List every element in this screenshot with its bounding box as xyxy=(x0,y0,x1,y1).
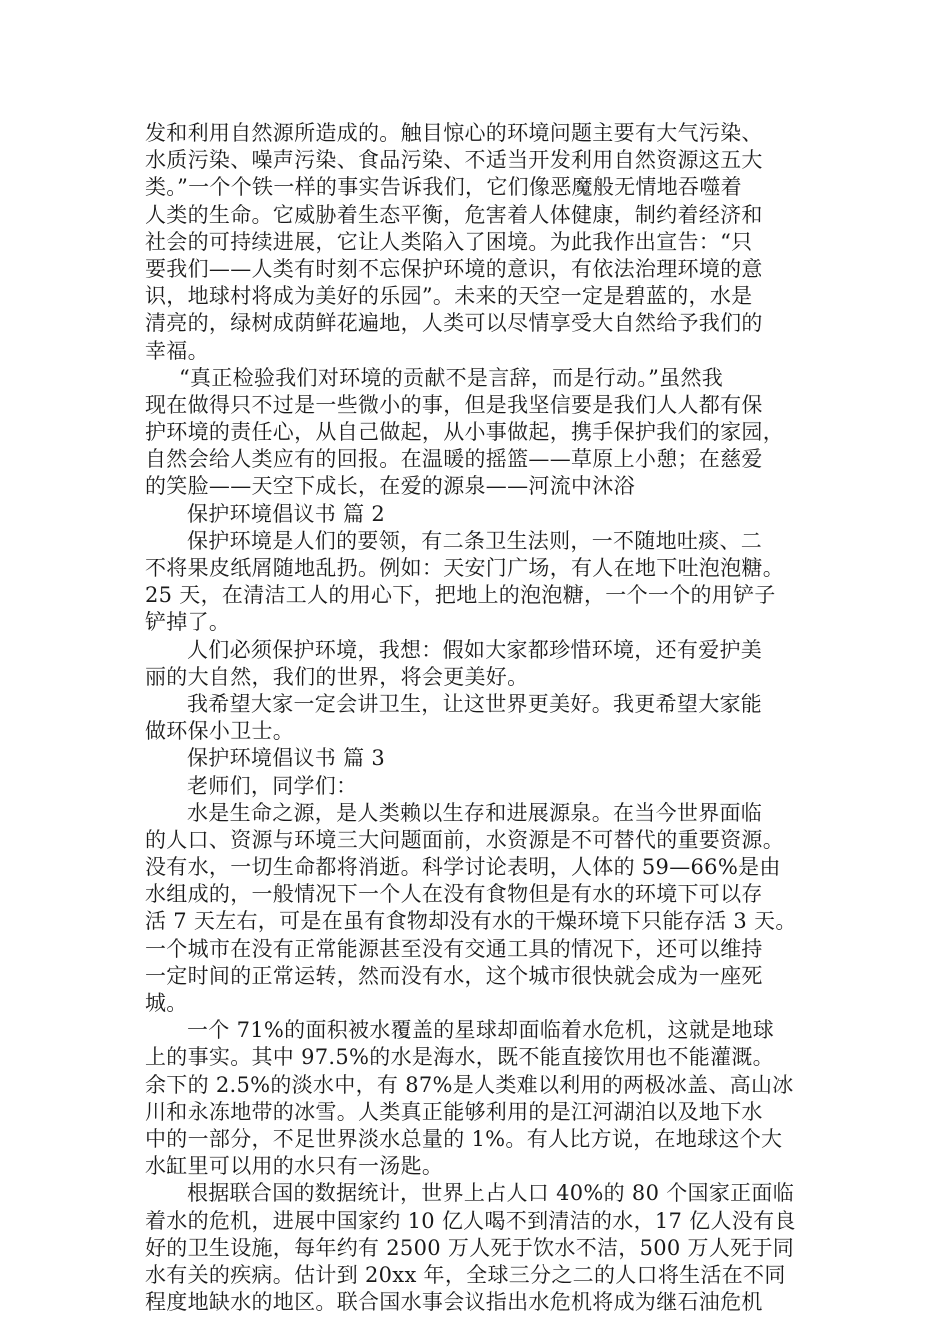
text-line: 我希望大家一定会讲卫生，让这世界更美好。我更希望大家能 xyxy=(187,691,763,716)
text-line: 的人口、资源与环境三大问题面前，水资源是不可替代的重要资源。 xyxy=(145,827,784,852)
text-line: 上的事实。其中 97.5%的水是海水，既不能直接饮用也不能灌溉。 xyxy=(145,1045,774,1070)
text-line: 一定时间的正常运转，然而没有水，这个城市很快就会成为一座死 xyxy=(145,963,763,988)
text-line: 水有关的疾病。估计到 20xx 年，全球三分之二的人口将生活在不同 xyxy=(145,1262,786,1287)
text-line: 识，地球村将成为美好的乐园”。未来的天空一定是碧蓝的，水是 xyxy=(145,284,753,309)
text-line: 护环境的责任心，从自己做起，从小事做起，携手保护我们的家园， xyxy=(145,420,784,445)
text-line: 水缸里可以用的水只有一汤匙。 xyxy=(145,1154,444,1179)
text-line: 铲掉了。 xyxy=(145,610,231,635)
text-line: 着水的危机，进展中国家约 10 亿人喝不到清洁的水，17 亿人没有良 xyxy=(145,1208,796,1233)
text-line: 保护环境倡议书 篇 2 xyxy=(187,501,386,526)
text-line: 类。”一个个铁一样的事实告诉我们，它们像恶魔般无情地吞噬着 xyxy=(145,175,742,200)
text-line: 活 7 天左右，可是在虽有食物却没有水的干燥环境下只能存活 3 天。 xyxy=(145,909,797,934)
text-line: 丽的大自然，我们的世界，将会更美好。 xyxy=(145,664,529,689)
text-line: 水组成的，一般情况下一个人在没有食物但是有水的环境下可以存 xyxy=(145,882,763,907)
text-line: 不将果皮纸屑随地乱扔。例如：天安门广场，有人在地下吐泡泡糖。 xyxy=(145,556,784,580)
text-line: 保护环境是人们的要领，有二条卫生法则，一不随地吐痰、二 xyxy=(187,528,763,553)
text-line: 幸福。 xyxy=(145,338,209,363)
text-line: 余下的 2.5%的淡水中，有 87%是人类难以利用的两极冰盖、高山冰 xyxy=(145,1072,794,1097)
text-line: 一个 71%的面积被水覆盖的星球却面临着水危机，这就是地球 xyxy=(187,1018,775,1043)
text-line: 人们必须保护环境，我想：假如大家都珍惜环境，还有爱护美 xyxy=(187,637,763,662)
text-line: 水质污染、噪声污染、食品污染、不适当开发利用自然资源这五大 xyxy=(145,148,763,173)
text-line: 要我们——人类有时刻不忘保护环境的意识，有依法治理环境的意 xyxy=(145,256,763,281)
text-line: 保护环境倡议书 篇 3 xyxy=(187,746,386,771)
text-line: 根据联合国的数据统计，世界上占人口 40%的 80 个国家正面临 xyxy=(187,1181,795,1206)
text-line: “真正检验我们对环境的贡献不是言辞，而是行动。”虽然我 xyxy=(179,365,724,390)
text-line: 发和利用自然源所造成的。触目惊心的环境问题主要有大气污染、 xyxy=(145,121,763,145)
text-line: 好的卫生设施，每年约有 2500 万人死于饮水不洁，500 万人死于同 xyxy=(145,1235,795,1260)
text-line: 程度地缺水的地区。联合国水事会议指出水危机将成为继石油危机 xyxy=(145,1290,763,1315)
text-line: 老师们，同学们： xyxy=(187,773,358,798)
text-line: 25 天，在清洁工人的用心下，把地上的泡泡糖，一个一个的用铲子 xyxy=(145,583,776,608)
text-line: 社会的可持续进展，它让人类陷入了困境。为此我作出宣告：“只 xyxy=(145,229,753,254)
text-line: 川和永冻地带的冰雪。人类真正能够利用的是江河湖泊以及地下水 xyxy=(145,1099,763,1124)
text-line: 人类的生命。它威胁着生态平衡，危害着人体健康，制约着经济和 xyxy=(145,202,763,227)
text-line: 的笑脸——天空下成长，在爱的源泉——河流中沐浴 xyxy=(145,474,635,499)
text-line: 没有水，一切生命都将消逝。科学讨论表明，人体的 59—66%是由 xyxy=(145,855,781,880)
document-body xyxy=(145,120,805,1316)
text-line: 水是生命之源，是人类赖以生存和进展源泉。在当今世界面临 xyxy=(187,800,763,825)
text-line: 自然会给人类应有的回报。在温暖的摇篮——草原上小憩；在慈爱 xyxy=(145,447,763,472)
text-line: 现在做得只不过是一些微小的事，但是我坚信要是我们人人都有保 xyxy=(145,392,763,417)
text-line: 一个城市在没有正常能源甚至没有交通工具的情况下，还可以维持 xyxy=(145,936,763,961)
text-line: 城。 xyxy=(145,991,188,1015)
text-line: 清亮的，绿树成荫鲜花遍地，人类可以尽情享受大自然给予我们的 xyxy=(145,311,763,336)
text-line: 中的一部分，不足世界淡水总量的 1%。有人比方说，在地球这个大 xyxy=(145,1126,783,1151)
text-line: 做环保小卫士。 xyxy=(145,719,295,744)
